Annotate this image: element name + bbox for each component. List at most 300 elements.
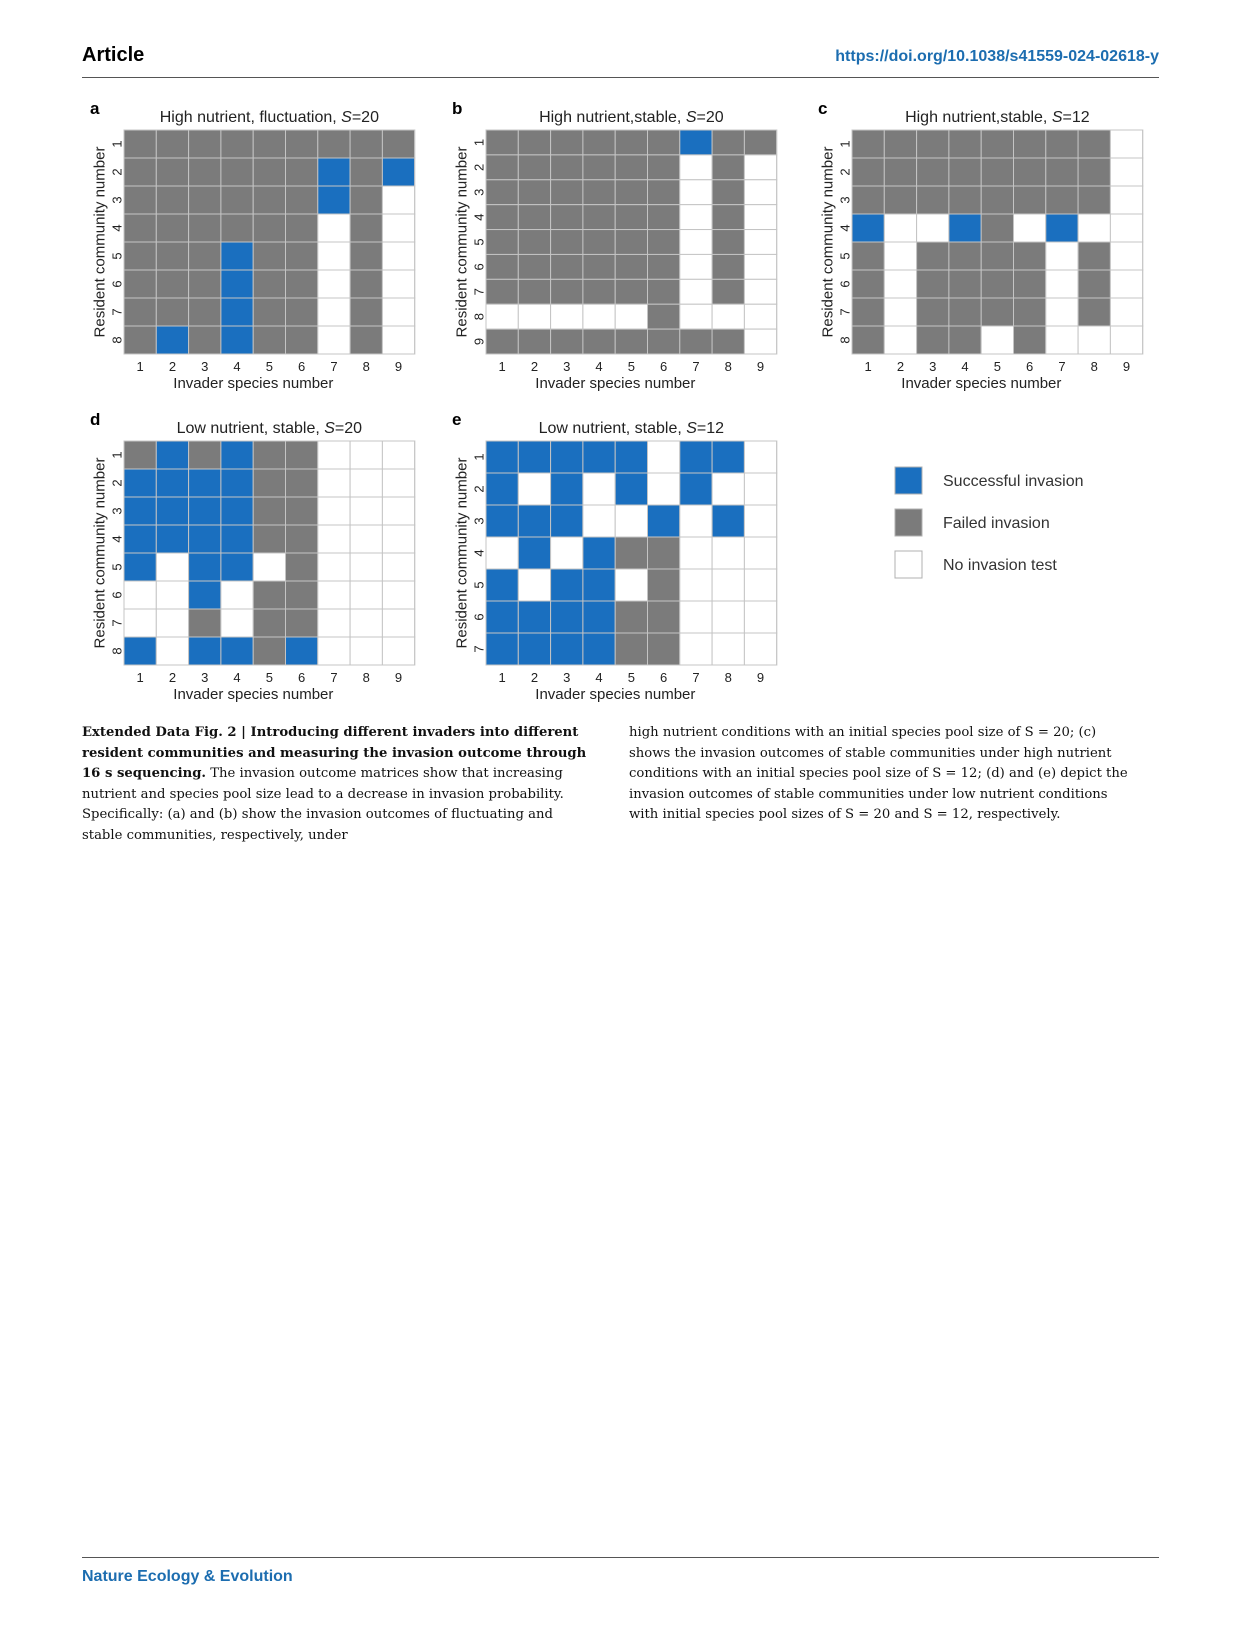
heatmap-cell-d [189,581,221,609]
heatmap-cell-b [583,304,615,329]
heatmap-cell-c [1078,214,1110,242]
heatmap-cell-a [156,186,188,214]
heatmap-cell-b [680,230,712,255]
heatmap-cell-c [981,214,1013,242]
heatmap-cell-d [221,525,253,553]
heatmap-cell-b [551,279,583,304]
heatmap-cell-a [189,158,221,186]
heatmap-cell-c [1078,270,1110,298]
heatmap-cell-c [1110,242,1142,270]
heatmap-cell-e [712,601,744,633]
x-tick-label-e: 6 [660,670,668,685]
heatmap-cell-e [744,569,776,601]
heatmap-cell-b [680,155,712,180]
heatmap-cell-c [1046,186,1078,214]
heatmap-cell-d [253,553,285,581]
heatmap-cell-c [1046,326,1078,354]
heatmap-cell-d [156,469,188,497]
y-tick-label-a: 7 [109,308,125,316]
heatmap-cell-e [648,633,680,665]
heatmap-cell-c [949,186,981,214]
heatmap-cell-b [615,205,647,230]
heatmap-cell-b [551,329,583,354]
heatmap-cell-c [1014,214,1046,242]
heatmap-cell-a [350,130,382,158]
x-tick-label-c: 1 [864,359,872,374]
heatmap-cell-e [551,473,583,505]
y-tick-label-d: 4 [109,535,125,543]
heatmap-cell-b [518,304,550,329]
y-tick-label-b: 7 [471,288,487,296]
heatmap-cell-d [124,525,156,553]
heatmap-cell-b [486,130,518,155]
y-axis-label-d: Resident community number [91,457,109,649]
heatmap-cell-a [156,130,188,158]
heatmap-cell-c [1078,242,1110,270]
heatmap-cell-d [221,469,253,497]
heatmap-cell-c [981,158,1013,186]
panel-title-b: High nutrient,stable, S=20 [539,109,724,126]
heatmap-cell-c [884,298,916,326]
x-tick-label-b: 9 [756,359,765,374]
heatmap-cell-c [884,130,916,158]
heatmap-cell-e [712,633,744,665]
heatmap-cell-d [350,497,382,525]
y-tick-label-e: 5 [471,581,487,589]
y-tick-label-c: 5 [837,252,853,260]
heatmap-cell-e [648,441,680,473]
heatmap-cell-b [744,304,776,329]
heatmap-cell-b [680,279,712,304]
heatmap-cell-d [124,553,156,581]
y-axis-label-b: Resident community number [453,146,471,338]
heatmap-cell-d [350,637,382,665]
heatmap-cell-c [1046,158,1078,186]
heatmap-cell-b [615,279,647,304]
y-tick-label-c: 2 [837,168,853,176]
panel-letter-c: c [818,99,828,118]
heatmap-cell-a [382,326,414,354]
heatmap-cell-b [680,205,712,230]
heatmap-cell-b [486,180,518,205]
heatmap-cell-d [286,497,318,525]
heatmap-cell-b [744,155,776,180]
x-tick-label-a: 2 [168,359,177,374]
heatmap-cell-d [221,581,253,609]
doi-link[interactable]: https://doi.org/10.1038/s41559-024-02618-y [835,48,1159,65]
x-axis-label-e: Invader species number [535,686,696,703]
heatmap-cell-c [949,214,981,242]
heatmap-cell-a [124,130,156,158]
heatmap-cell-b [551,230,583,255]
heatmap-cell-d [350,581,382,609]
heatmap-cell-a [382,270,414,298]
x-tick-label-b: 4 [595,359,603,374]
heatmap-cell-a [318,214,350,242]
heatmap-cell-a [286,326,318,354]
heatmap-cell-e [551,441,583,473]
heatmap-cell-c [981,298,1013,326]
article-label: Article [82,44,145,66]
legend-swatch-S [895,467,922,494]
caption-bold: Extended Data Fig. 2 | Introducing different invaders into different resident communities and measuring the invasion outcome through 16 s sequencing. [82,725,587,782]
heatmap-cell-b [744,130,776,155]
heatmap-cell-b [551,254,583,279]
heatmap-cell-b [551,130,583,155]
heatmap-cell-d [124,497,156,525]
heatmap-cell-c [1110,298,1142,326]
heatmap-cell-e [712,441,744,473]
heatmap-cell-e [518,473,550,505]
x-tick-label-e: 2 [530,670,539,685]
x-tick-label-e: 8 [724,670,732,685]
heatmap-cell-b [744,205,776,230]
heatmap-cell-b [648,254,680,279]
heatmap-cell-b [648,304,680,329]
heatmap-cell-a [286,186,318,214]
heatmap-cell-c [949,326,981,354]
heatmap-cell-e [486,505,518,537]
x-tick-label-d: 9 [394,670,403,685]
y-tick-label-c: 1 [837,140,853,148]
heatmap-cell-b [583,230,615,255]
heatmap-cell-a [253,158,285,186]
y-tick-label-b: 1 [471,138,487,147]
heatmap-cell-b [712,254,744,279]
heatmap-cell-c [852,130,884,158]
heatmap-cell-b [518,279,550,304]
x-tick-label-a: 6 [298,359,306,374]
x-tick-label-a: 3 [201,359,209,374]
heatmap-cell-b [648,130,680,155]
heatmap-cell-c [884,242,916,270]
x-tick-label-e: 3 [563,670,571,685]
heatmap-cell-c [917,158,949,186]
heatmap-cell-d [156,553,188,581]
heatmap-cell-e [583,537,615,569]
x-axis-label-a: Invader species number [173,375,334,392]
y-tick-label-c: 3 [837,196,853,204]
heatmap-cell-b [518,155,550,180]
heatmap-cell-a [124,242,156,270]
heatmap-cell-e [518,537,550,569]
heatmap-cell-c [1078,326,1110,354]
heatmap-cell-c [917,130,949,158]
heatmap-cell-b [486,254,518,279]
heatmap-cell-e [615,601,647,633]
heatmap-cell-a [221,186,253,214]
heatmap-cell-e [615,569,647,601]
heatmap-cell-d [156,497,188,525]
heatmap-cell-b [744,254,776,279]
heatmap-cell-c [1014,298,1046,326]
figure-svg [0,0,1241,720]
heatmap-cell-a [156,242,188,270]
heatmap-cell-b [680,130,712,155]
x-tick-label-d: 7 [330,670,338,685]
x-tick-label-b: 2 [530,359,539,374]
heatmap-cell-a [318,326,350,354]
heatmap-cell-e [648,601,680,633]
heatmap-cell-c [1046,130,1078,158]
heatmap-cell-a [286,298,318,326]
heatmap-cell-e [648,569,680,601]
x-tick-label-c: 3 [929,359,937,374]
heatmap-cell-a [221,130,253,158]
heatmap-cell-d [124,637,156,665]
heatmap-cell-a [189,326,221,354]
heatmap-cell-b [712,180,744,205]
heatmap-cell-c [949,270,981,298]
heatmap-cell-d [189,637,221,665]
heatmap-cell-a [221,214,253,242]
heatmap-cell-a [382,298,414,326]
heatmap-cell-e [583,473,615,505]
heatmap-cell-a [253,326,285,354]
x-tick-label-b: 1 [498,359,506,374]
heatmap-cell-e [744,601,776,633]
heatmap-cell-b [712,205,744,230]
x-tick-label-d: 3 [201,670,209,685]
caption-left [82,723,589,847]
y-tick-label-e: 7 [471,645,487,653]
x-tick-label-a: 7 [330,359,338,374]
heatmap-cell-a [382,130,414,158]
heatmap-cell-d [253,469,285,497]
y-tick-label-b: 9 [471,337,487,346]
heatmap-cell-b [648,329,680,354]
heatmap-cell-d [318,609,350,637]
y-axis-label-e: Resident community number [453,457,471,649]
heatmap-cell-b [744,279,776,304]
y-tick-label-b: 3 [471,188,487,196]
heatmap-cell-b [486,205,518,230]
x-tick-label-e: 9 [756,670,765,685]
heatmap-cell-b [518,180,550,205]
heatmap-cell-d [189,469,221,497]
heatmap-cell-d [221,553,253,581]
heatmap-cell-a [318,158,350,186]
heatmap-cell-c [884,326,916,354]
heatmap-cell-d [253,497,285,525]
heatmap-cell-d [286,581,318,609]
heatmap-cell-a [253,298,285,326]
heatmap-cell-e [551,633,583,665]
heatmap-cell-b [518,230,550,255]
heatmap-cell-a [189,270,221,298]
heatmap-cell-e [648,537,680,569]
heatmap-cell-c [917,270,949,298]
heatmap-cell-c [1110,186,1142,214]
heatmap-cell-c [981,326,1013,354]
heatmap-cell-e [615,441,647,473]
heatmap-cell-e [680,569,712,601]
heatmap-cell-d [124,469,156,497]
x-tick-label-c: 9 [1122,359,1131,374]
heatmap-cell-e [648,505,680,537]
heatmap-cell-d [156,441,188,469]
heatmap-cell-d [253,525,285,553]
heatmap-cell-a [221,298,253,326]
y-tick-label-a: 6 [109,280,125,288]
heatmap-cell-d [382,497,414,525]
heatmap-cell-b [744,180,776,205]
heatmap-cell-b [615,130,647,155]
heatmap-cell-e [615,633,647,665]
heatmap-cell-a [124,270,156,298]
heatmap-cell-a [124,214,156,242]
heatmap-cell-b [583,254,615,279]
panel-letter-e: e [452,410,462,429]
heatmap-cell-b [648,155,680,180]
heatmap-cell-d [156,581,188,609]
x-tick-label-d: 8 [362,670,370,685]
heatmap-cell-b [615,155,647,180]
y-tick-label-d: 6 [109,591,125,599]
y-tick-label-b: 2 [471,163,487,171]
x-tick-label-a: 1 [136,359,144,374]
heatmap-cell-a [382,242,414,270]
heatmap-cell-d [124,609,156,637]
heatmap-cell-a [382,158,414,186]
x-tick-label-e: 1 [498,670,506,685]
heatmap-cell-c [1078,186,1110,214]
caption-left-text: The invasion outcome matrices show that increasing nutrient and species pool size lead to a decrease in invasion probability. Specifically: (a) and (b) show the invasion outcomes of fluctuating and stable communities, respectively, under [82,766,564,843]
heatmap-cell-a [124,186,156,214]
y-tick-label-a: 1 [109,140,125,148]
heatmap-cell-a [350,326,382,354]
heatmap-cell-b [680,329,712,354]
heatmap-cell-b [744,329,776,354]
heatmap-cell-a [318,186,350,214]
heatmap-cell-b [680,180,712,205]
heatmap-cell-b [648,279,680,304]
heatmap-cell-d [189,497,221,525]
x-tick-label-b: 3 [563,359,571,374]
panel-letter-d: d [90,410,101,429]
heatmap-cell-b [518,130,550,155]
heatmap-cell-d [253,637,285,665]
heatmap-cell-a [318,242,350,270]
heatmap-cell-d [286,637,318,665]
heatmap-cell-e [518,569,550,601]
heatmap-cell-d [156,609,188,637]
heatmap-cell-a [318,270,350,298]
heatmap-cell-c [981,186,1013,214]
x-tick-label-e: 7 [692,670,700,685]
heatmap-cell-d [318,581,350,609]
heatmap-cell-e [744,537,776,569]
heatmap-cell-c [949,242,981,270]
heatmap-cell-d [221,637,253,665]
y-tick-label-a: 4 [109,224,125,232]
heatmap-cell-b [486,155,518,180]
heatmap-cell-c [949,298,981,326]
heatmap-cell-a [318,298,350,326]
heatmap-cell-b [712,329,744,354]
heatmap-cell-b [486,329,518,354]
legend-swatch-N [895,551,922,578]
x-axis-label-b: Invader species number [535,375,696,392]
panel-title-e: Low nutrient, stable, S=12 [538,420,725,437]
heatmap-cell-d [318,441,350,469]
heatmap-cell-e [551,569,583,601]
heatmap-cell-e [680,441,712,473]
heatmap-cell-a [350,186,382,214]
heatmap-cell-b [583,329,615,354]
x-tick-label-d: 5 [265,670,273,685]
heatmap-cell-b [583,130,615,155]
heatmap-cell-a [253,242,285,270]
heatmap-cell-b [551,180,583,205]
legend-label: Failed invasion [943,515,1050,532]
heatmap-cell-c [1014,130,1046,158]
heatmap-cell-e [551,601,583,633]
y-tick-label-e: 4 [471,549,487,557]
heatmap-cell-d [382,581,414,609]
heatmap-cell-a [286,130,318,158]
heatmap-cell-e [583,441,615,473]
panel-title-c: High nutrient,stable, S=12 [905,109,1090,126]
heatmap-cell-a [382,214,414,242]
panel-letter-a: a [90,99,100,118]
y-tick-label-a: 3 [109,196,125,204]
heatmap-cell-c [949,130,981,158]
heatmap-cell-a [189,130,221,158]
heatmap-cell-a [124,326,156,354]
x-tick-label-b: 5 [627,359,635,374]
heatmap-cell-a [286,158,318,186]
y-tick-label-c: 7 [837,308,853,316]
heatmap-cell-b [518,254,550,279]
x-tick-label-a: 9 [394,359,403,374]
heatmap-cell-e [615,505,647,537]
heatmap-cell-d [350,441,382,469]
heatmap-cell-e [551,537,583,569]
heatmap-cell-b [680,304,712,329]
heatmap-cell-c [1014,270,1046,298]
x-tick-label-d: 2 [168,670,177,685]
heatmap-cell-d [286,609,318,637]
x-tick-label-e: 4 [595,670,603,685]
y-tick-label-e: 1 [471,453,487,461]
y-tick-label-d: 1 [109,451,125,459]
heatmap-cell-a [156,158,188,186]
heatmap-cell-d [156,637,188,665]
heatmap-cell-d [253,441,285,469]
heatmap-cell-b [551,205,583,230]
heatmap-cell-d [189,609,221,637]
heatmap-cell-c [884,186,916,214]
heatmap-cell-c [949,158,981,186]
heatmap-cell-d [286,441,318,469]
heatmap-cell-c [917,186,949,214]
heatmap-cell-c [852,270,884,298]
heatmap-cell-c [852,214,884,242]
y-axis-label-a: Resident community number [91,146,109,338]
heatmap-cell-d [318,469,350,497]
heatmap-cell-a [350,298,382,326]
heatmap-cell-a [350,242,382,270]
heatmap-cell-e [615,537,647,569]
x-tick-label-c: 6 [1026,359,1034,374]
heatmap-cell-c [917,214,949,242]
heatmap-cell-d [382,637,414,665]
heatmap-cell-e [583,569,615,601]
y-axis-label-c: Resident community number [819,146,837,338]
heatmap-cell-c [1110,326,1142,354]
heatmap-cell-b [648,230,680,255]
